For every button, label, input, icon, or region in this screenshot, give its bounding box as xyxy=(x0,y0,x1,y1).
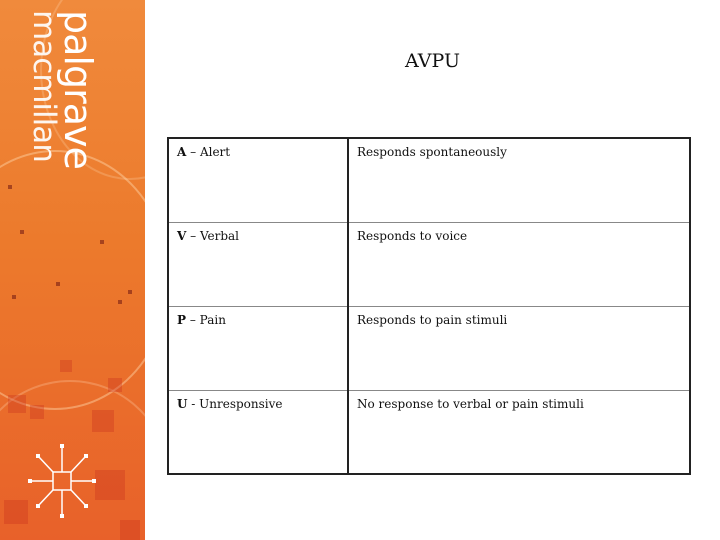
decorative-square xyxy=(95,470,125,500)
level-letter: P xyxy=(177,312,187,327)
table-row xyxy=(168,306,690,390)
decorative-square xyxy=(30,405,44,419)
decorative-ring xyxy=(0,150,145,410)
palgrave-macmillan-logo xyxy=(26,10,100,169)
decorative-square xyxy=(92,410,114,432)
level-cell xyxy=(168,306,348,390)
logo-word-macmillan: macmillan xyxy=(26,10,62,162)
slide-title: AVPU xyxy=(405,50,460,72)
decorative-dot xyxy=(128,290,132,294)
response-cell: Responds to voice xyxy=(348,222,690,306)
level-cell xyxy=(168,222,348,306)
decorative-dot xyxy=(8,185,12,189)
decorative-dot xyxy=(56,282,60,286)
response-cell: Responds spontaneously xyxy=(348,138,690,222)
decorative-square xyxy=(60,360,72,372)
decorative-dot xyxy=(100,240,104,244)
level-letter: U xyxy=(177,396,188,411)
level-letter: A xyxy=(177,145,187,159)
decorative-square xyxy=(8,395,26,413)
table-row xyxy=(168,222,690,306)
brand-sidebar xyxy=(0,0,145,540)
table-row xyxy=(168,138,690,222)
decorative-dot xyxy=(118,300,122,304)
decorative-square xyxy=(108,378,122,392)
level-label: - Unresponsive xyxy=(187,396,283,411)
level-label: – Verbal xyxy=(186,228,240,243)
logo-word-palgrave: palgrave xyxy=(56,10,100,169)
decorative-dot xyxy=(20,230,24,234)
table-row xyxy=(168,390,690,474)
decorative-dot xyxy=(12,295,16,299)
palgrave-emblem-icon xyxy=(28,440,98,520)
response-cell: Responds to pain stimuli xyxy=(348,306,690,390)
level-label: – Pain xyxy=(186,312,226,327)
level-cell xyxy=(168,390,348,474)
response-cell: No response to verbal or pain stimuli xyxy=(348,390,690,474)
level-label: – Alert xyxy=(186,145,231,159)
avpu-table xyxy=(167,137,691,475)
level-letter: V xyxy=(177,228,187,243)
decorative-square xyxy=(120,520,140,540)
decorative-square xyxy=(4,500,28,524)
level-cell xyxy=(168,138,348,222)
